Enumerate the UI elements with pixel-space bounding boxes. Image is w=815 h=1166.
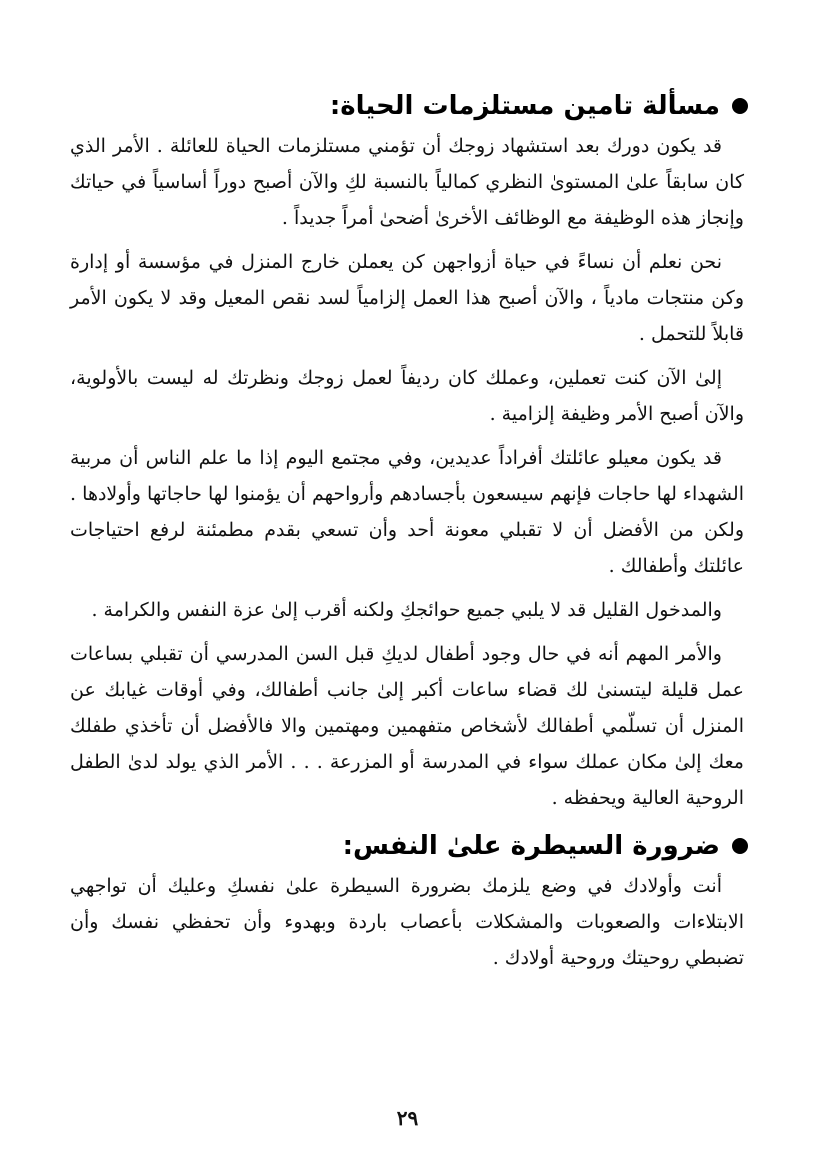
page-number: ٢٩ [396, 1106, 419, 1130]
bullet-icon [732, 838, 748, 854]
section-heading-1 [70, 86, 748, 126]
paragraph: إلىٰ الآن كنت تعملين، وعملك كان رديفاً لعمل زوجك ونظرتك له ليست بالأولوية، والآن أصبح الأمر وظيفة إلزامية . [70, 367, 744, 425]
paragraph: والأمر المهم أنه في حال وجود أطفال لديكِ قبل السن المدرسي أن تقبلي بساعات عمل قليلة ليتسنىٰ لك قضاء ساعات أكبر إلىٰ جانب أطفالك، وفي أوقات غيابك عن المنزل أن تسلّمي أطفالك لأشخاص متفهمين ومهتمين والا فالأفضل أن تأخذي طفلك معك إلىٰ مكان عملك سواء في المدرسة أو المزرعة . . . الأمر الذي يولد لدىٰ الطفل الروحية العالية ويحفظه . [70, 643, 744, 809]
section-heading-2-text: ضرورة السيطرة علىٰ النفس: [342, 831, 720, 861]
paragraph: أنت وأولادك في وضع يلزمك بضرورة السيطرة علىٰ نفسكِ وعليك أن تواجهي الابتلاءات والصعوبات والمشكلات بأعصاب باردة وبهدوء وأن تحفظي نفسك وأن تضبطي روحيتك وروحية أولادك . [70, 875, 744, 969]
paragraph: قد يكون دورك بعد استشهاد زوجك أن تؤمني مستلزمات الحياة للعائلة . الأمر الذي كان سابقاً علىٰ المستوىٰ النظري كمالياً بالنسبة لكِ والآن أصبح دوراً أساسياً في حياتك وإنجاز هذه الوظيفة مع الوظائف الأخرىٰ أضحىٰ أمراً جديداً . [70, 135, 744, 229]
section-heading-2 [70, 826, 748, 866]
paragraph: والمدخول القليل قد لا يلبي جميع حوائجكِ ولكنه أقرب إلىٰ عزة النفس والكرامة . [91, 599, 722, 621]
paragraph: قد يكون معيلو عائلتك أفراداً عديدين، وفي مجتمع اليوم إذا ما علم الناس أن مربية الشهداء لها حاجات فإنهم سيسعون بأجسادهم وأرواحهم أن يؤمنوا لها حاجاتها وأولادها . ولكن من الأفضل أن لا تقبلي معونة أحد وأن تسعي بقدم مطمئنة لرفع احتياجات عائلتك وأطفالك . [70, 447, 744, 577]
book-page [70, 86, 744, 982]
section-heading-1-text: مسألة تامين مستلزمات الحياة: [329, 91, 720, 121]
paragraph: نحن نعلم أن نساءً في حياة أزواجهن كن يعملن خارج المنزل في مؤسسة أو إدارة وكن منتجات مادياً ، والآن أصبح هذا العمل إلزامياً لسد نقص المعيل وقد لا يكون الأمر قابلاً للتحمل . [70, 251, 744, 345]
bullet-icon [732, 98, 748, 114]
